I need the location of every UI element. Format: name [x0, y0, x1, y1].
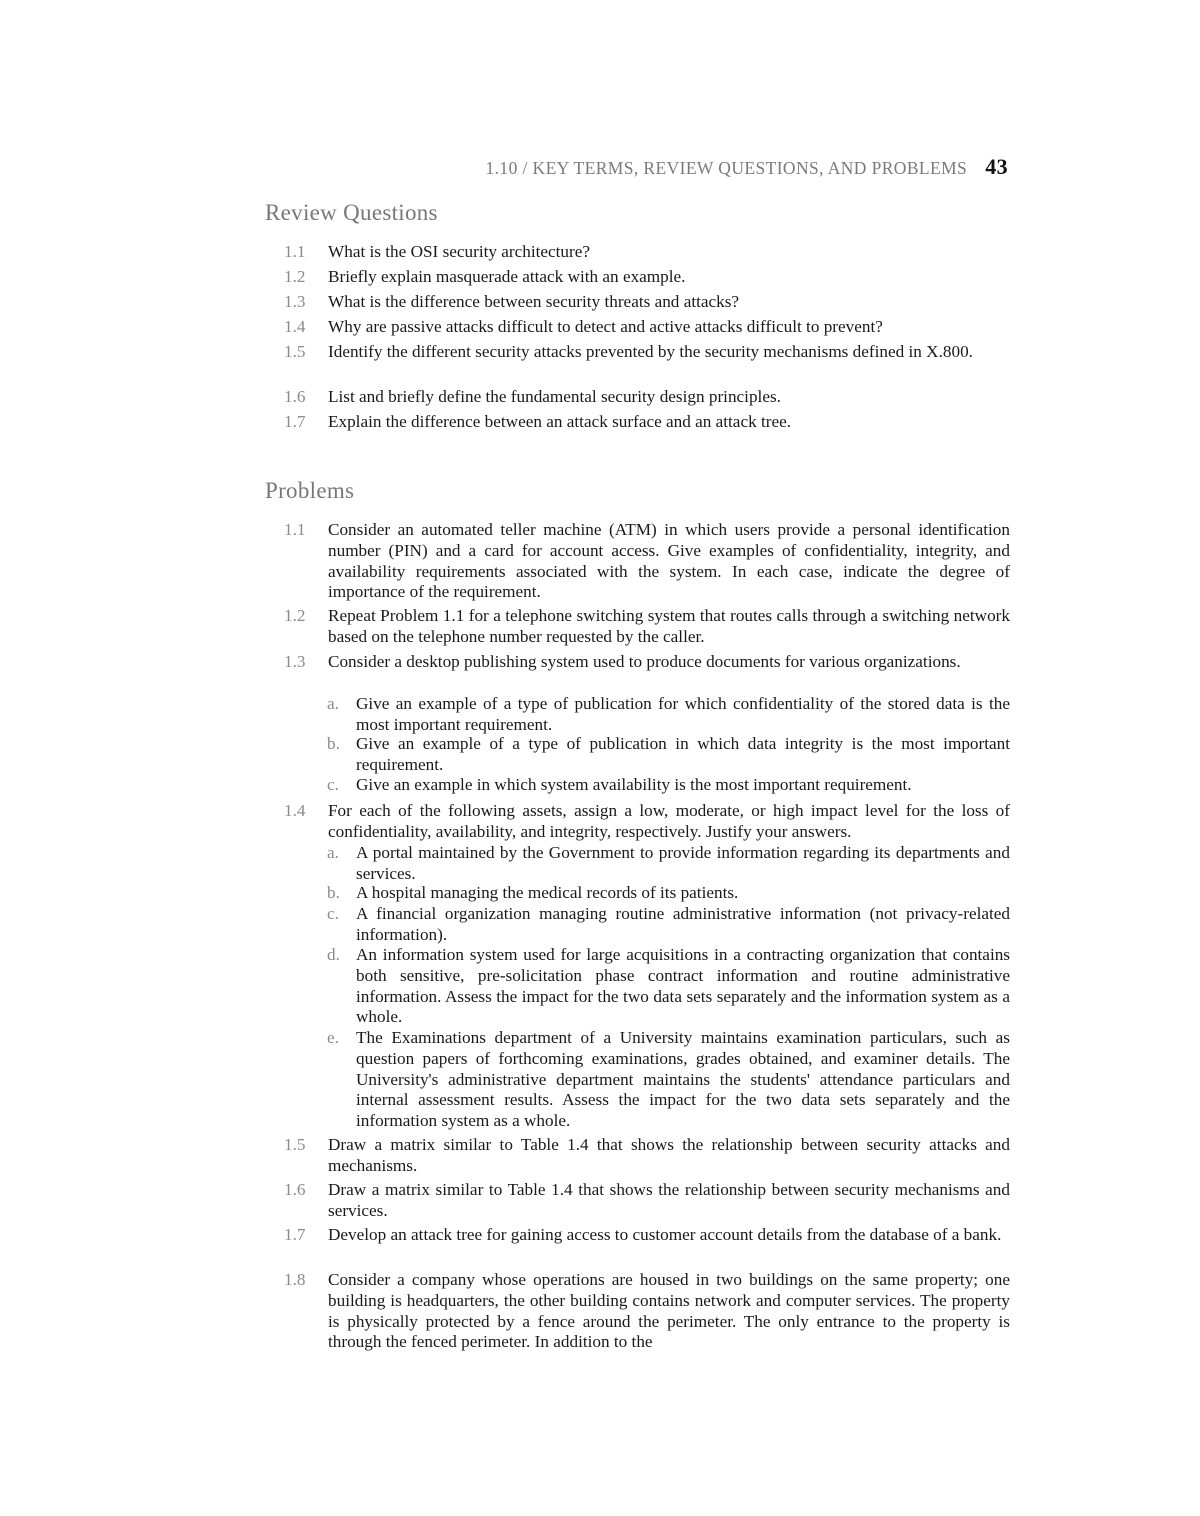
- problem-number: 1.6: [284, 1180, 306, 1199]
- review-question: [284, 387, 1010, 408]
- subproblem-letter: d.: [327, 945, 340, 964]
- subproblem: [327, 883, 1010, 904]
- question-number: 1.7: [284, 412, 306, 431]
- subproblem: [327, 843, 1010, 885]
- subproblem: [327, 904, 1010, 946]
- question-number: 1.4: [284, 317, 306, 336]
- subproblem-text: Give an example in which system availability is the most important requirement.: [356, 775, 912, 794]
- question-text: Why are passive attacks difficult to detect and active attacks difficult to prevent?: [328, 317, 883, 336]
- problem-number: 1.4: [284, 801, 306, 820]
- problem-number: 1.8: [284, 1270, 306, 1289]
- problem-text: Consider an automated teller machine (ATM) in which users provide a personal identification number (PIN) and a card for account access. Give examples of confidentiality, integrity, and availability requirements associated with the system. In each case, indicate the degree of importance of the requirement.: [328, 520, 1010, 602]
- subproblem-letter: a.: [327, 843, 339, 862]
- review-question: [284, 317, 1010, 338]
- review-questions-heading: Review Questions: [265, 200, 438, 225]
- subproblem: [327, 1028, 1010, 1132]
- problem: [284, 520, 1010, 603]
- problems-heading: Problems: [265, 478, 355, 503]
- subproblem-text: The Examinations department of a University maintains examination particulars, such as question papers of forthcoming examinations, grades obtained, and examiner details. The University's administrative department maintains the students' attendance particulars and internal assessment results. Assess the impact for the two data sets separately and the information system as a whole.: [356, 1028, 1010, 1131]
- page-number: 43: [985, 154, 1008, 179]
- problem-text: Repeat Problem 1.1 for a telephone switching system that routes calls through a switching network based on the telephone number requested by the caller.: [328, 606, 1010, 646]
- problem: [284, 652, 1010, 673]
- problem-text: Consider a desktop publishing system used to produce documents for various organizations.: [328, 652, 961, 671]
- question-number: 1.6: [284, 387, 306, 406]
- subproblem-letter: b.: [327, 734, 340, 753]
- question-text: What is the difference between security threats and attacks?: [328, 292, 740, 311]
- question-text: List and briefly define the fundamental security design principles.: [328, 387, 781, 406]
- question-number: 1.5: [284, 342, 306, 361]
- review-question: [284, 292, 1010, 313]
- problem-text: Consider a company whose operations are housed in two buildings on the same property; one building is headquarters, the other building contains network and computer services. The property is physically protected by a fence around the perimeter. The only entrance to the property is through the fenced perimeter. In addition to the: [328, 1270, 1010, 1352]
- problem-text: Develop an attack tree for gaining access to customer account details from the database of a bank.: [328, 1225, 1002, 1244]
- problem: [284, 1135, 1010, 1177]
- problem-text: Draw a matrix similar to Table 1.4 that shows the relationship between security attacks and mechanisms.: [328, 1135, 1010, 1175]
- problem-number: 1.5: [284, 1135, 306, 1154]
- question-text: Briefly explain masquerade attack with an example.: [328, 267, 686, 286]
- question-text: What is the OSI security architecture?: [328, 242, 591, 261]
- problem-number: 1.7: [284, 1225, 306, 1244]
- running-header: [486, 154, 1009, 180]
- review-question: [284, 342, 1010, 363]
- problem-number: 1.3: [284, 652, 306, 671]
- subproblem: [327, 775, 1010, 796]
- subproblem-letter: c.: [327, 904, 339, 923]
- problem: [284, 1225, 1010, 1246]
- subproblem: [327, 694, 1010, 736]
- question-text: Explain the difference between an attack surface and an attack tree.: [328, 412, 792, 431]
- review-question: [284, 412, 1010, 433]
- question-number: 1.3: [284, 292, 306, 311]
- question-number: 1.2: [284, 267, 306, 286]
- subproblem-text: A financial organization managing routine administrative information (not privacy-related information).: [356, 904, 1010, 944]
- running-title: 1.10 / KEY TERMS, REVIEW QUESTIONS, AND PROBLEMS: [485, 158, 968, 178]
- subproblem: [327, 945, 1010, 1028]
- question-number: 1.1: [284, 242, 306, 261]
- subproblem-text: A portal maintained by the Government to provide information regarding its departments and services.: [356, 843, 1010, 883]
- subproblem-text: A hospital managing the medical records of its patients.: [356, 883, 739, 902]
- subproblem-letter: b.: [327, 883, 340, 902]
- problem-text: Draw a matrix similar to Table 1.4 that shows the relationship between security mechanisms and services.: [328, 1180, 1010, 1220]
- subproblem: [327, 734, 1010, 776]
- subproblem-letter: c.: [327, 775, 339, 794]
- question-text: Identify the different security attacks prevented by the security mechanisms defined in X.800.: [328, 342, 973, 361]
- review-question: [284, 267, 1010, 288]
- subproblem-letter: e.: [327, 1028, 339, 1047]
- subproblem-letter: a.: [327, 694, 339, 713]
- problem-text: For each of the following assets, assign a low, moderate, or high impact level for the loss of confidentiality, availability, and integrity, respectively. Justify your answers.: [328, 801, 1010, 841]
- review-question: [284, 242, 1010, 263]
- problem-number: 1.1: [284, 520, 306, 539]
- subproblem-text: Give an example of a type of publication for which confidentiality of the stored data is the most important requirement.: [356, 694, 1010, 734]
- problem: [284, 1180, 1010, 1222]
- problem-number: 1.2: [284, 606, 306, 625]
- problem: [284, 801, 1010, 843]
- subproblem-text: An information system used for large acquisitions in a contracting organization that contains both sensitive, pre-solicitation phase contract information and routine administrative information. Assess the impact for the two data sets separately and the information system as a whole.: [356, 945, 1010, 1027]
- problem: [284, 606, 1010, 648]
- problem: [284, 1270, 1010, 1353]
- subproblem-text: Give an example of a type of publication in which data integrity is the most important requirement.: [356, 734, 1010, 774]
